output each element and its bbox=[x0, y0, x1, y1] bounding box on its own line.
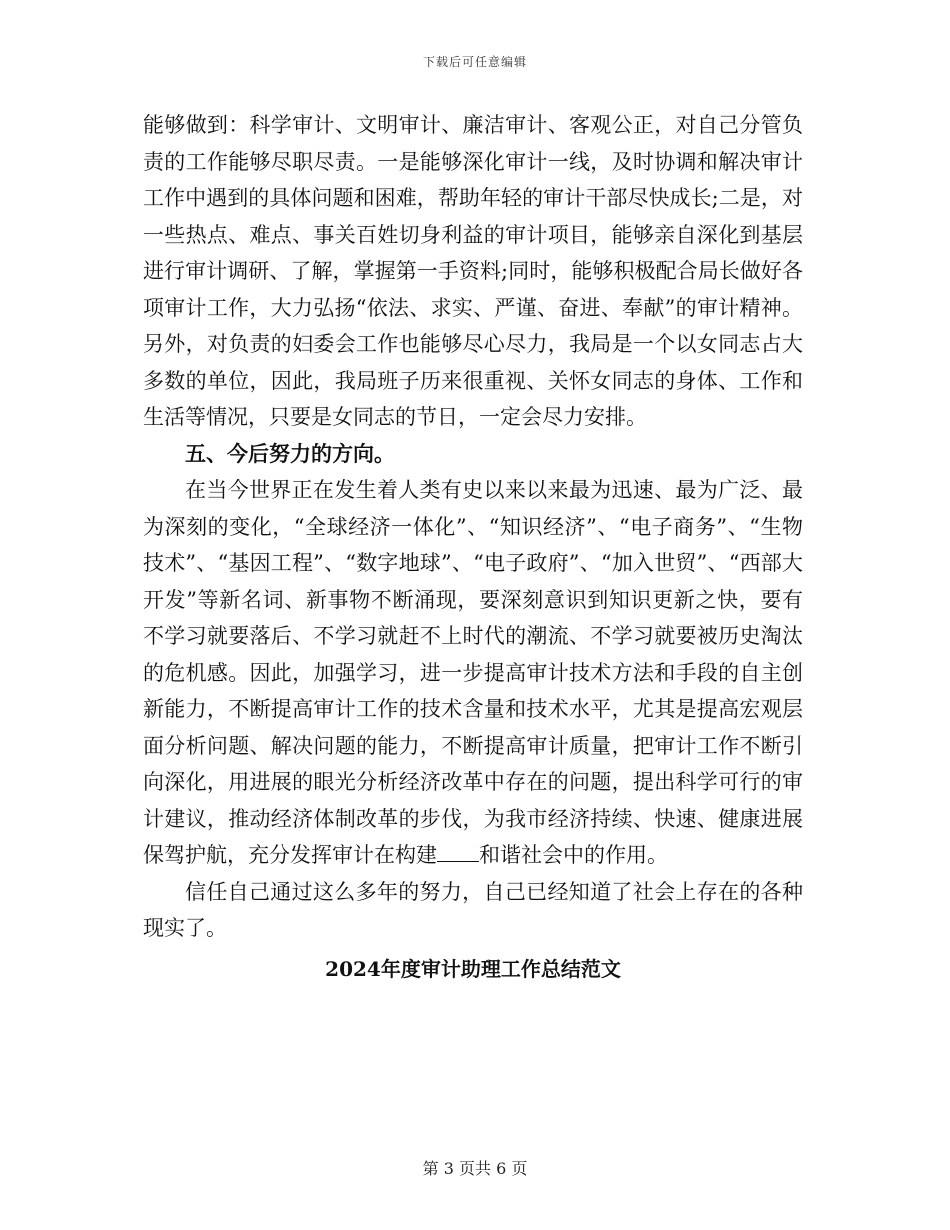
page-number: 第 3 页共 6 页 bbox=[422, 1159, 528, 1178]
next-document-title: 2024年度审计助理工作总结范文 bbox=[325, 956, 621, 981]
paragraph-future-direction bbox=[143, 472, 803, 874]
section-heading: 五、今后努力的方向。 bbox=[185, 440, 395, 466]
fill-in-blank bbox=[437, 841, 479, 862]
document-body bbox=[143, 107, 803, 987]
paragraph-closing: 信任自己通过这么多年的努力，自己已经知道了社会上存在的各种现实了。 bbox=[143, 879, 803, 940]
paragraph-continued: 能够做到：科学审计、文明审计、廉洁审计、客观公正，对自己分管负责的工作能够尽职尽责。一是能够深化审计一线，及时协调和解决审计工作中遇到的具体问题和困难，帮助年轻的审计干部尽快成长;二是，对一些热点、难点、事关百姓切身利益的审计项目，能够亲自深化到基层进行审计调研、了解，掌握第一手资料;同时，能够积极配合局长做好各项审计工作，大力弘扬“依法、求实、严谨、奋进、奉献”的审计精神。另外，对负责的妇委会工作也能够尽心尽力，我局是一个以女同志占大多数的单位，因此，我局班子历来很重视、关怀女同志的身体、工作和生活等情况，只要是女同志的节日，一定会尽力安排。 bbox=[143, 113, 803, 429]
paragraph-text-before-blank: 在当今世界正在发生着人类有史以来以来最为迅速、最为广泛、最为深刻的变化，“全球经济一体化”、“知识经济”、“电子商务”、“生物技术”、“基因工程”、“数字地球”、“电子政府”、“加入世贸”、“西部大开发”等新名词、新事物不断涌现，要深刻意识到知识更新之快，要有不学习就要落后、不学习就赶不上时代的潮流、不学习就要被历史淘汰的危机感。因此，加强学习，进一步提高审计技术方法和手段的自主创新能力，不断提高审计工作的技术含量和技术水平，尤其是提高宏观层面分析问题、解决问题的能力，不断提高审计质量，把审计工作不断引向深化，用进展的眼光分析经济改革中存在的问题，提出科学可行的审计建议，推动经济体制改革的步伐，为我市经济持续、快速、健康进展保驾护航，充分发挥审计在构建 bbox=[143, 478, 803, 867]
paragraph-text-after-blank: 和谐社会中的作用。 bbox=[479, 843, 668, 867]
header-note: 下载后可任意编辑 bbox=[422, 55, 527, 69]
